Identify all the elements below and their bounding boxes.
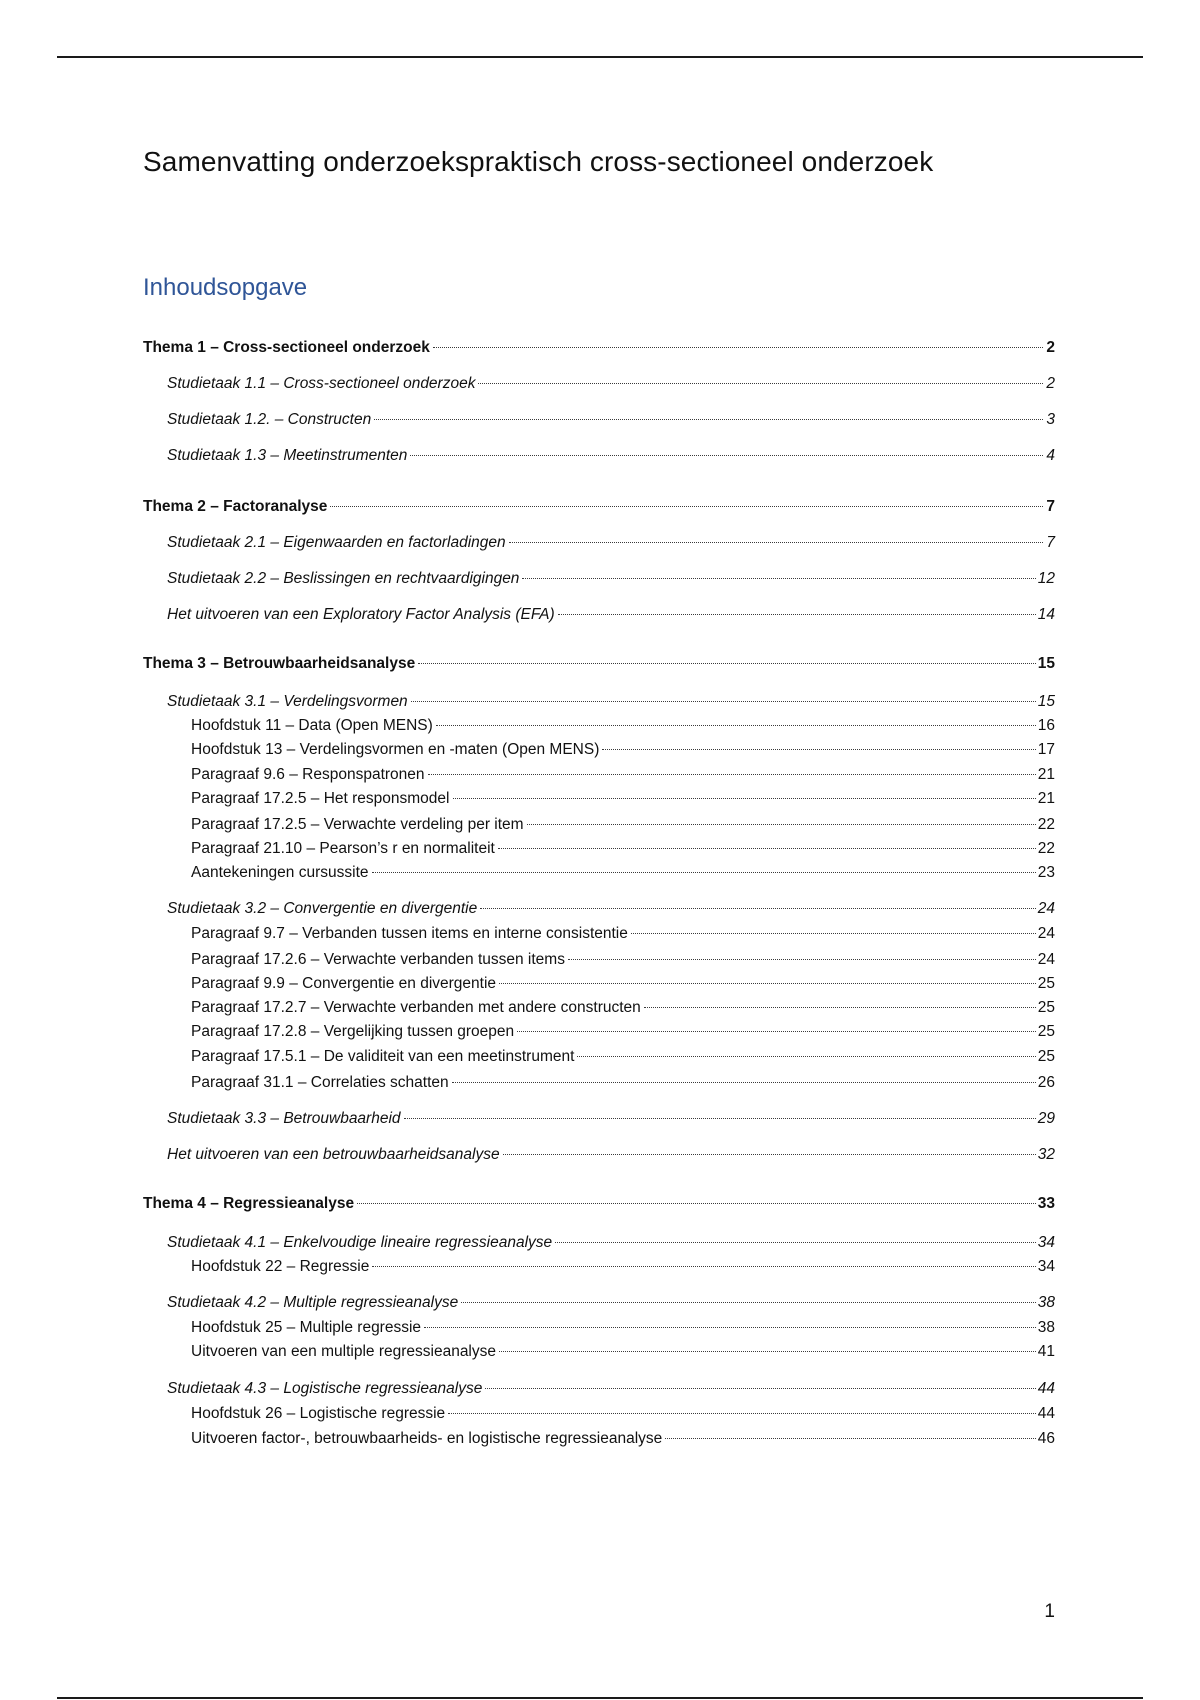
toc-entry-hoofdstuk-25[interactable] [191,1318,1055,1338]
dot-leader [602,749,1035,750]
toc-entry-page: 38 [1037,1294,1055,1311]
dot-leader [499,1351,1036,1352]
toc-entry-paragraaf-9-7[interactable] [191,924,1055,944]
toc-entry-page: 44 [1037,1405,1055,1422]
toc-entry-studietaak-4-1[interactable] [167,1233,1055,1253]
toc-entry-uitvoeren-factor[interactable] [191,1429,1055,1449]
toc-entry-page: 25 [1037,1023,1055,1040]
toc-entry-page: 17 [1037,741,1055,758]
toc-entry-label: Paragraaf 17.2.5 – Het responsmodel [191,790,450,807]
toc-entry-paragraaf-31-1[interactable] [191,1073,1055,1093]
toc-entry-page: 24 [1037,900,1055,917]
toc-entry-thema-4[interactable] [143,1194,1055,1214]
toc-entry-label: Studietaak 1.1 – Cross-sectioneel onderzoek [167,375,476,392]
toc-entry-page: 2 [1046,375,1055,392]
dot-leader [665,1438,1035,1439]
dot-leader [374,419,1043,420]
toc-entry-page: 15 [1037,655,1055,672]
toc-entry-page: 34 [1037,1258,1055,1275]
dot-leader [527,824,1036,825]
toc-entry-label: Studietaak 4.2 – Multiple regressieanalyse [167,1294,459,1311]
toc-entry-label: Het uitvoeren van een betrouwbaarheidsanalyse [167,1146,500,1163]
toc-entry-hoofdstuk-26[interactable] [191,1404,1055,1424]
toc-entry-page: 16 [1037,717,1055,734]
toc-entry-studietaak-2-2[interactable] [167,569,1055,589]
dot-leader [485,1388,1035,1389]
toc-entry-paragraaf-17-2-7[interactable] [191,998,1055,1018]
toc-entry-page: 24 [1037,925,1055,942]
toc-entry-label: Paragraaf 17.5.1 – De validiteit van een meetinstrument [191,1048,575,1065]
toc-entry-page: 22 [1037,840,1055,857]
dot-leader [478,383,1043,384]
toc-entry-page: 15 [1037,693,1055,710]
toc-entry-label: Studietaak 3.1 – Verdelingsvormen [167,693,408,710]
toc-entry-page: 34 [1037,1234,1055,1251]
dot-leader [503,1154,1036,1155]
toc-entry-label: Paragraaf 9.9 – Convergentie en divergentie [191,975,497,992]
toc-entry-page: 41 [1037,1343,1055,1360]
toc-entry-label: Thema 1 – Cross-sectioneel onderzoek [143,339,430,356]
toc-entry-label: Paragraaf 9.7 – Verbanden tussen items en interne consistentie [191,925,628,942]
dot-leader [433,347,1043,348]
toc-entry-label: Studietaak 2.1 – Eigenwaarden en factorladingen [167,534,506,551]
toc-entry-label: Thema 4 – Regressieanalyse [143,1195,355,1212]
toc-entry-label: Paragraaf 17.2.7 – Verwachte verbanden met andere constructen [191,999,641,1016]
header-rule [57,56,1143,58]
dot-leader [461,1302,1036,1303]
toc-entry-page: 7 [1046,498,1055,515]
toc-entry-aantekeningen[interactable] [191,863,1055,883]
toc-entry-efa[interactable] [167,605,1055,625]
toc-entry-studietaak-4-3[interactable] [167,1379,1055,1399]
toc-entry-page: 2 [1046,339,1055,356]
toc-entry-page: 29 [1037,1110,1055,1127]
dot-leader [418,663,1036,664]
toc-entry-label: Studietaak 4.1 – Enkelvoudige lineaire regressieanalyse [167,1234,553,1251]
dot-leader [452,1082,1036,1083]
toc-entry-studietaak-1-2[interactable] [167,410,1055,430]
toc-entry-page: 7 [1046,534,1055,551]
toc-entry-hoofdstuk-11[interactable] [191,716,1055,736]
dot-leader [509,542,1043,543]
toc-entry-page: 32 [1037,1146,1055,1163]
toc-entry-page: 33 [1037,1195,1055,1212]
toc-entry-studietaak-1-1[interactable] [167,374,1055,394]
toc-entry-page: 21 [1037,766,1055,783]
toc-entry-page: 21 [1037,790,1055,807]
toc-entry-page: 12 [1037,570,1055,587]
dot-leader [372,1266,1035,1267]
dot-leader [436,725,1036,726]
dot-leader [558,614,1036,615]
dot-leader [568,959,1036,960]
toc-entry-paragraaf-9-9[interactable] [191,974,1055,994]
toc-entry-studietaak-3-3[interactable] [167,1109,1055,1129]
dot-leader [498,848,1036,849]
dot-leader [480,908,1036,909]
dot-leader [357,1203,1036,1204]
toc-entry-page: 46 [1037,1430,1055,1447]
toc-entry-label: Studietaak 1.3 – Meetinstrumenten [167,447,408,464]
toc-entry-label: Paragraaf 9.6 – Responspatronen [191,766,425,783]
toc-entry-paragraaf-17-2-8[interactable] [191,1022,1055,1042]
toc-entry-label: Paragraaf 17.2.6 – Verwachte verbanden tussen items [191,951,565,968]
toc-entry-label: Studietaak 1.2. – Constructen [167,411,372,428]
toc-entry-page: 38 [1037,1319,1055,1336]
toc-entry-label: Studietaak 3.3 – Betrouwbaarheid [167,1110,401,1127]
dot-leader [517,1031,1036,1032]
toc-entry-paragraaf-17-2-5-a[interactable] [191,789,1055,809]
toc-entry-label: Hoofdstuk 25 – Multiple regressie [191,1319,422,1336]
toc-entry-label: Aantekeningen cursussite [191,864,369,881]
toc-entry-thema-3[interactable] [143,654,1055,674]
toc-entry-label: Paragraaf 17.2.8 – Vergelijking tussen groepen [191,1023,515,1040]
page-number: 1 [1044,1601,1055,1622]
dot-leader [448,1413,1036,1414]
dot-leader [372,872,1036,873]
dot-leader [499,983,1036,984]
toc-entry-label: Uitvoeren factor-, betrouwbaarheids- en logistische regressieanalyse [191,1430,663,1447]
toc-entry-paragraaf-17-5-1[interactable] [191,1047,1055,1067]
footer-rule [57,1697,1143,1699]
dot-leader [453,798,1036,799]
toc-heading: Inhoudsopgave [143,274,308,301]
toc-entry-label: Paragraaf 31.1 – Correlaties schatten [191,1074,449,1091]
toc-entry-page: 3 [1046,411,1055,428]
toc-entry-betrouwbaarheidsanalyse[interactable] [167,1145,1055,1165]
dot-leader [404,1118,1036,1119]
toc-entry-page: 4 [1046,447,1055,464]
toc-entry-label: Paragraaf 21.10 – Pearson’s r en normaliteit [191,840,495,857]
toc-entry-label: Hoofdstuk 26 – Logistische regressie [191,1405,446,1422]
toc-entry-studietaak-2-1[interactable] [167,533,1055,553]
toc-entry-hoofdstuk-13[interactable] [191,740,1055,760]
toc-entry-studietaak-3-2[interactable] [167,899,1055,919]
toc-entry-studietaak-4-2[interactable] [167,1293,1055,1313]
toc-entry-studietaak-3-1[interactable] [167,692,1055,712]
dot-leader [555,1242,1036,1243]
toc-entry-paragraaf-9-6[interactable] [191,765,1055,785]
toc-entry-page: 23 [1037,864,1055,881]
dot-leader [631,933,1036,934]
toc-entry-multiple-regressieanalyse[interactable] [191,1342,1055,1362]
toc-entry-label: Hoofdstuk 11 – Data (Open MENS) [191,717,433,734]
toc-entry-paragraaf-17-2-6[interactable] [191,950,1055,970]
toc-entry-label: Hoofdstuk 13 – Verdelingsvormen en -maten (Open MENS) [191,741,600,758]
toc-entry-label: Hoofdstuk 22 – Regressie [191,1258,370,1275]
toc-entry-label: Paragraaf 17.2.5 – Verwachte verdeling per item [191,816,524,833]
document-title: Samenvatting onderzoekspraktisch cross-sectioneel onderzoek [143,146,934,177]
toc-entry-label: Uitvoeren van een multiple regressieanalyse [191,1343,496,1360]
toc-entry-studietaak-1-3[interactable] [167,446,1055,466]
toc-entry-label: Thema 3 – Betrouwbaarheidsanalyse [143,655,416,672]
toc-entry-page: 14 [1037,606,1055,623]
toc-entry-label: Het uitvoeren van een Exploratory Factor Analysis (EFA) [167,606,555,623]
toc-entry-label: Thema 2 – Factoranalyse [143,498,328,515]
toc-entry-page: 44 [1037,1380,1055,1397]
dot-leader [410,455,1043,456]
toc-entry-page: 26 [1037,1074,1055,1091]
toc-entry-page: 25 [1037,1048,1055,1065]
toc-entry-page: 25 [1037,999,1055,1016]
toc-entry-hoofdstuk-22[interactable] [191,1257,1055,1277]
dot-leader [411,701,1036,702]
dot-leader [522,578,1035,579]
toc-entry-paragraaf-17-2-5-b[interactable] [191,815,1055,835]
toc-entry-thema-2[interactable] [143,497,1055,517]
toc-entry-page: 22 [1037,816,1055,833]
toc-entry-label: Studietaak 3.2 – Convergentie en divergentie [167,900,478,917]
dot-leader [644,1007,1036,1008]
dot-leader [424,1327,1036,1328]
dot-leader [577,1056,1035,1057]
toc-entry-label: Studietaak 2.2 – Beslissingen en rechtvaardigingen [167,570,520,587]
dot-leader [330,506,1043,507]
toc-entry-page: 25 [1037,975,1055,992]
toc-entry-page: 24 [1037,951,1055,968]
toc-entry-paragraaf-21-10[interactable] [191,839,1055,859]
dot-leader [428,774,1036,775]
toc-entry-thema-1[interactable] [143,338,1055,358]
toc-entry-label: Studietaak 4.3 – Logistische regressieanalyse [167,1380,483,1397]
